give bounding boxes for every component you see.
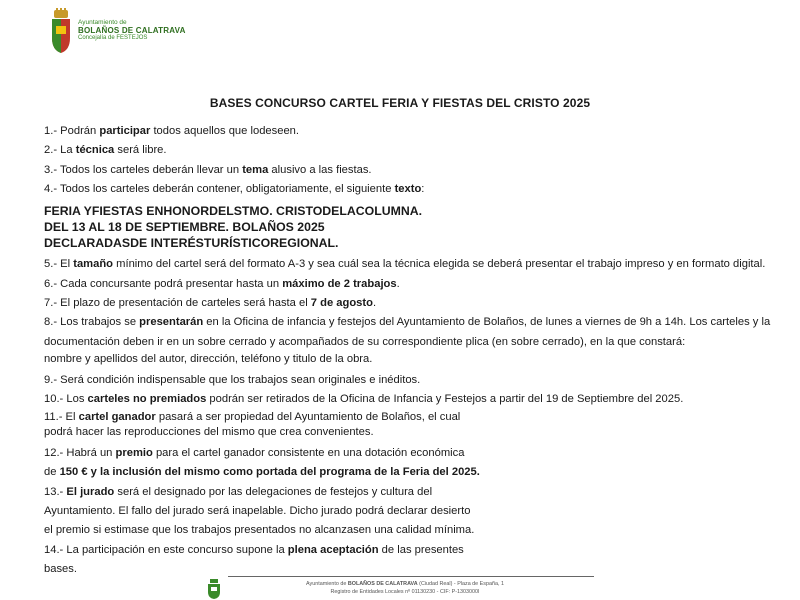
rule-3: 3.- Todos los carteles deberán llevar un tema alusivo a las fiestas. <box>44 163 372 176</box>
rule-9: 9.- Será condición indispensable que los trabajos sean originales e inéditos. <box>44 374 421 387</box>
required-text-line-2: DEL 13 AL 18 DE SEPTIEMBRE. BOLAÑOS 2025 <box>44 219 325 234</box>
rule-11-line-2: podrá hacer las reproducciones del mismo que crea convenientes. <box>44 425 374 438</box>
rule-11: 11.- El cartel ganador pasará a ser propiedad del Ayuntamiento de Bolaños, el cual <box>44 410 461 423</box>
footer-coat-of-arms-icon <box>207 578 221 600</box>
rule-14-line-2: bases. <box>44 563 77 576</box>
rule-13-line-2: Ayuntamiento. El fallo del jurado será inapelable. Dicho jurado podrá declarar desierto <box>44 505 471 518</box>
footer-divider <box>228 576 594 577</box>
rule-13: 13.- El jurado será el designado por las delegaciones de festejos y cultura del <box>44 485 433 498</box>
rule-2: 2.- La técnica será libre. <box>44 144 167 157</box>
required-text-line-1: FERIA YFIESTAS ENHONORDELSTMO. CRISTODELACOLUMNA. <box>44 203 423 218</box>
header <box>50 8 186 54</box>
footer-line-2: Registro de Entidades Locales nº 01130230 - CIF: P-1303000I <box>330 589 480 595</box>
rule-4: 4.- Todos los carteles deberán contener, obligatoriamente, el siguiente texto: <box>44 183 425 196</box>
footer-line-1: Ayuntamiento de BOLAÑOS DE CALATRAVA (Ciudad Real) - Plaza de España, 1 <box>306 581 504 587</box>
rule-8-line-3: nombre y apellidos del autor, dirección, teléfono y titulo de la obra. <box>44 353 373 366</box>
rule-5: 5.- El tamaño mínimo del cartel será del formato A-3 y sea cuál sea la técnica elegida se deberá presentar el trabajo impreso y en formato digital. <box>44 258 766 271</box>
rule-1: 1.- Podrán participar todos aquellos que lodeseen. <box>44 125 300 137</box>
rule-8: 8.- Los trabajos se presentarán en la Oficina de infancia y festejos del Ayuntamiento de Bolaños, de lunes a viernes de 9h a 14h. Los carteles y la <box>44 316 771 329</box>
brand-name: BOLAÑOS DE CALATRAVA <box>78 26 186 36</box>
rules-body <box>44 122 784 580</box>
rule-8-line-2: documentación deben ir en un sobre cerrado y acompañados de su correspondiente plica (en sobre cerrado), en la que constará: <box>44 335 686 348</box>
footer-address <box>230 580 580 596</box>
required-text-line-3: DECLARADASDE INTERÉSTURÍSTICOREGIONAL. <box>44 235 339 250</box>
rule-6: 6.- Cada concursante podrá presentar hasta un máximo de 2 trabajos. <box>44 277 400 290</box>
rule-10: 10.- Los carteles no premiados podrán ser retirados de la Oficina de Infancia y Festejos a partir del 19 de Septiembre del 2025. <box>44 393 684 406</box>
rule-7: 7.- El plazo de presentación de carteles será hasta el 7 de agosto. <box>44 296 377 309</box>
brand-line-1: Ayuntamiento de <box>78 19 127 27</box>
rule-12: 12.- Habrá un premio para el cartel ganador consistente en una dotación económica <box>44 446 465 459</box>
brand-department: Concejalía de FESTEJOS <box>78 35 148 42</box>
document-title: BASES CONCURSO CARTEL FERIA Y FIESTAS DEL CRISTO 2025 <box>209 96 591 110</box>
brand-text <box>78 20 186 42</box>
rule-13-line-3: el premio si estimase que los trabajos presentados no alcanzasen una calidad mínima. <box>44 524 475 537</box>
coat-of-arms-icon <box>50 8 72 54</box>
rule-12-line-2: de 150 € y la inclusión del mismo como portada del programa de la Feria del 2025. <box>44 466 480 479</box>
rule-14: 14.- La participación en este concurso supone la plena aceptación de las presentes <box>44 543 464 556</box>
